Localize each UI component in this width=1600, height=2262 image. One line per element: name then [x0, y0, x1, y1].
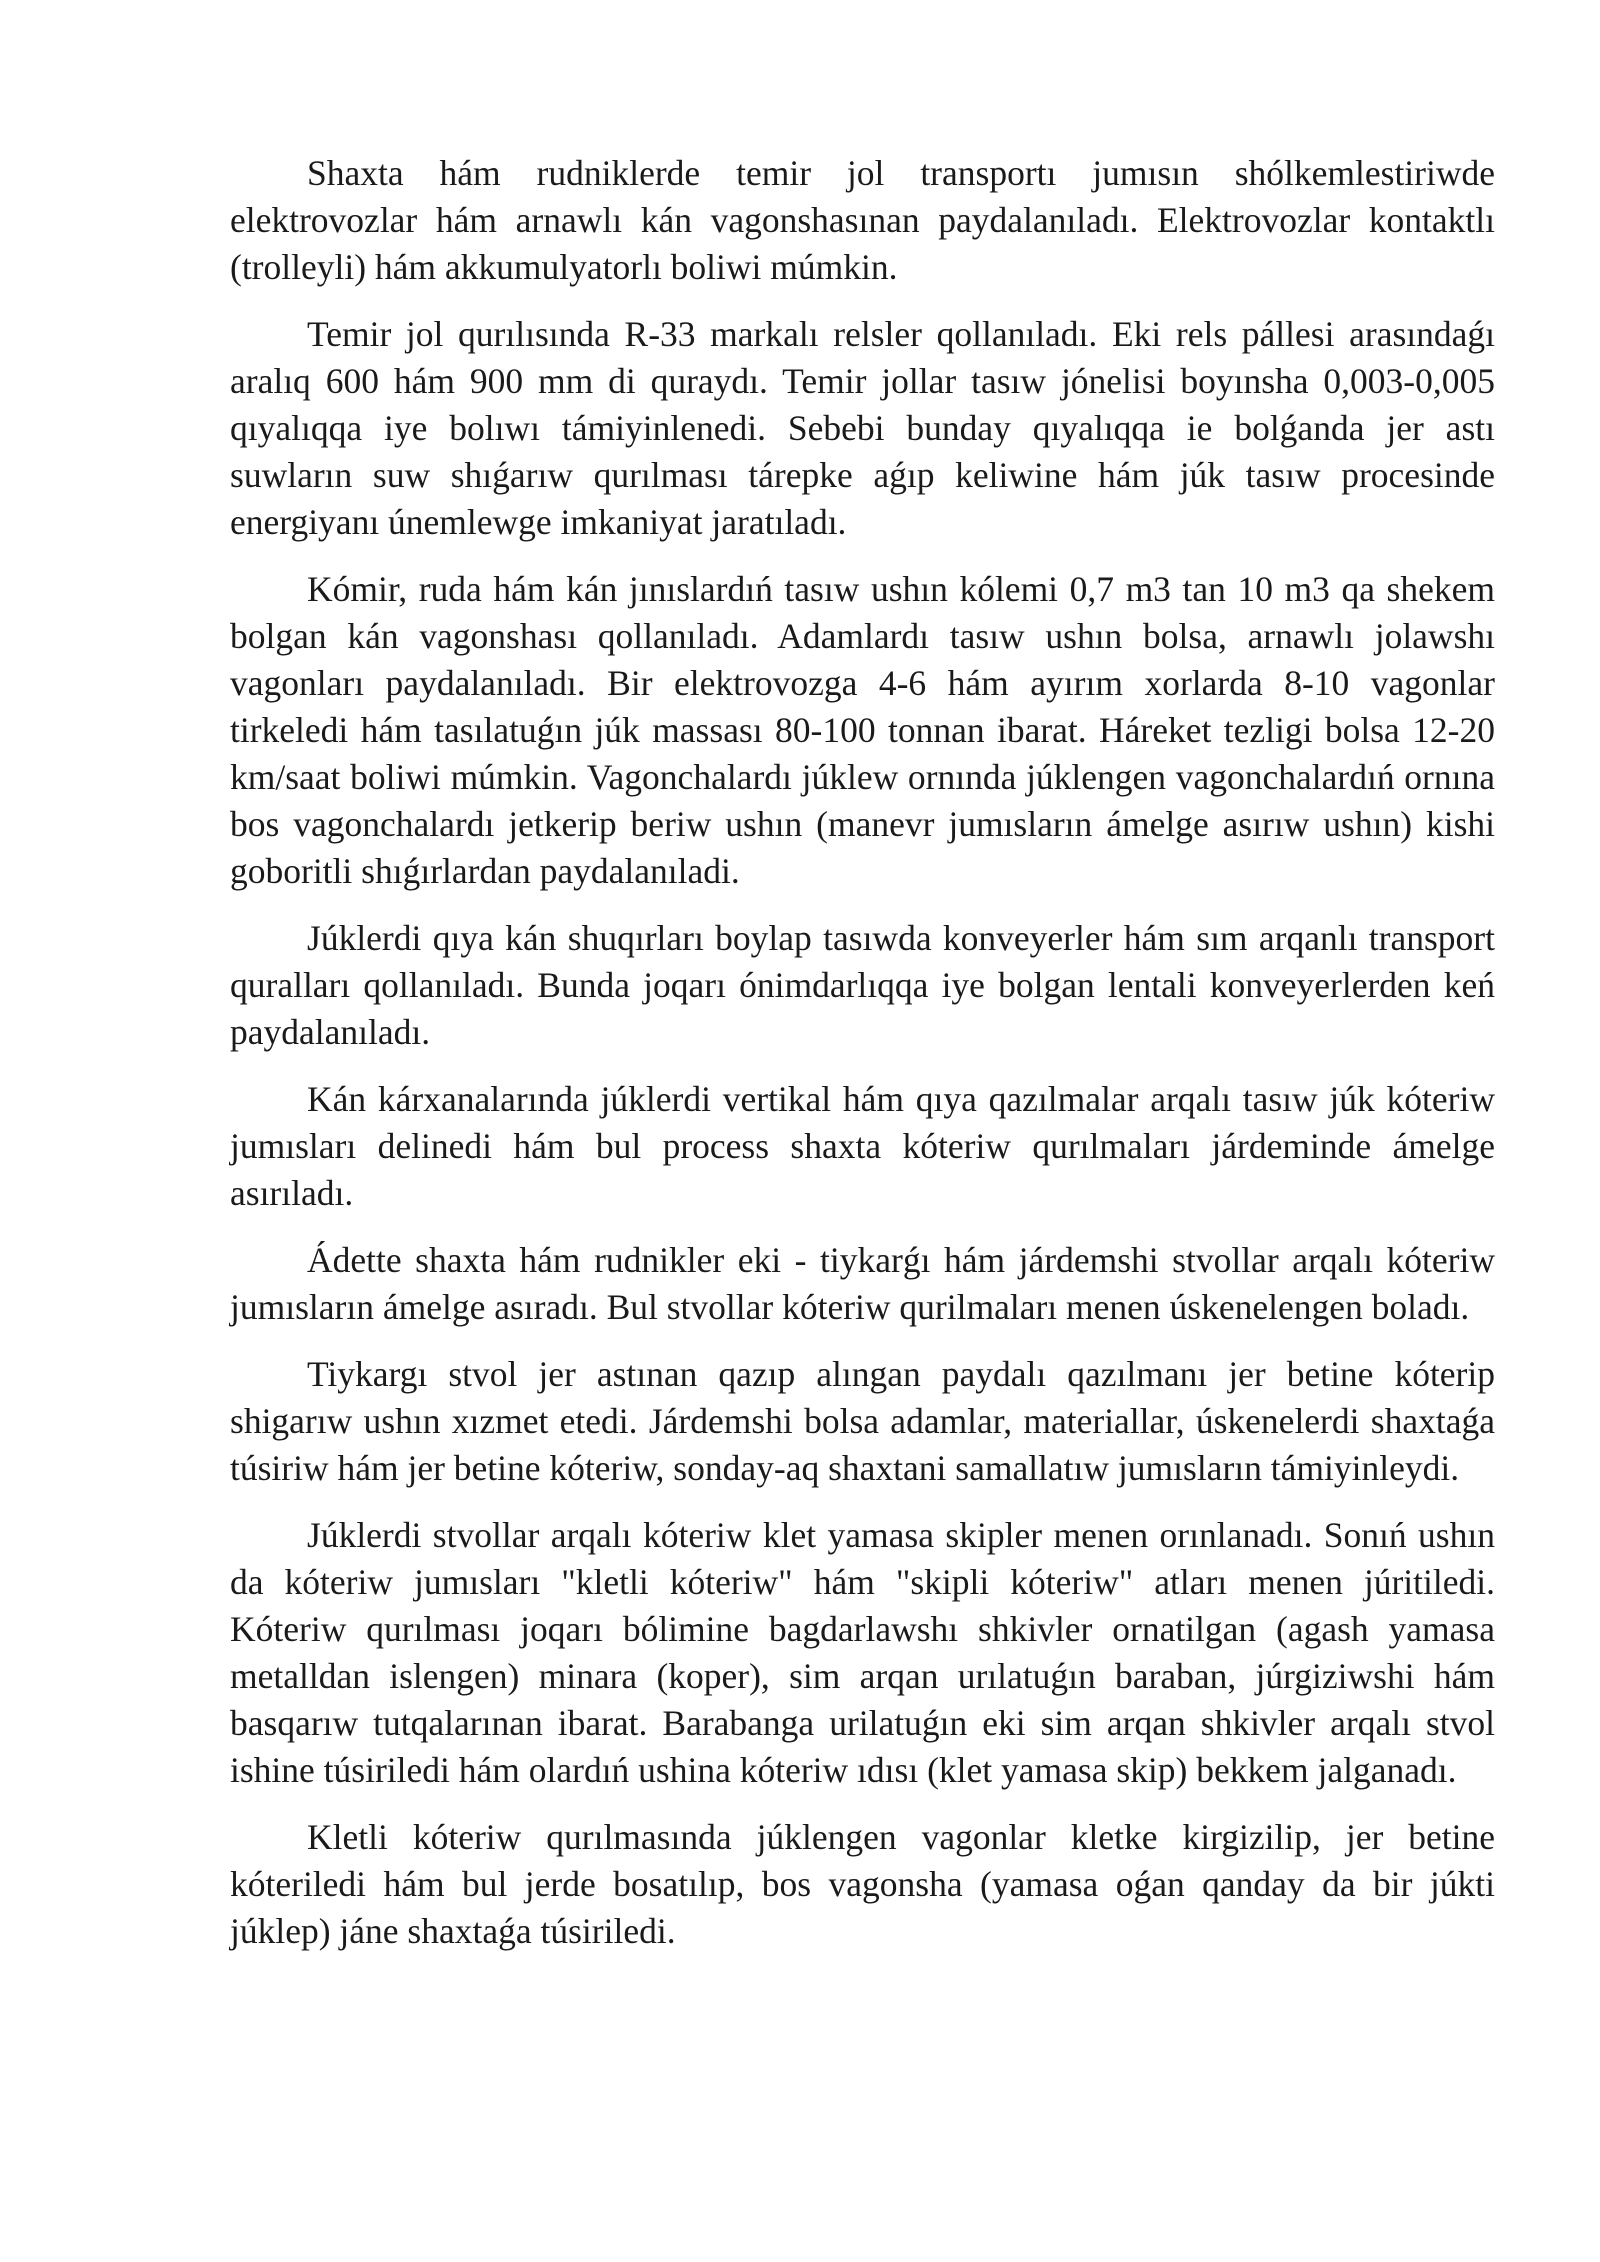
document-page [230, 150, 1495, 1975]
paragraph: Kán kárxanalarında júklerdi vertikal hám qıya qazılmalar arqalı tasıw júk kóteriw jumısları delinedi hám bul process shaxta kóteriw qurılmaları járdeminde ámelge asırıladı. [230, 1079, 1495, 1213]
paragraph: Júklerdi stvollar arqalı kóteriw klet yamasa skipler menen orınlanadı. Sonıń ushın da kóteriw jumısları "kletli kóteriw" hám "skipli kóteriw" atları menen júritiledi. Kóteriw qurılması joqarı bólimine bagdarlawshı shkivler ornatilgan (agash yamasa metalldan islengen) minara (koper), sim arqan urılatuǵın baraban, júrgiziwshi hám basqarıw tutqalarınan ibarat. Barabanga urilatuǵın eki sim arqan shkivler arqalı stvol ishine túsiriledi hám olardıń ushina kóteriw ıdısı (klet yamasa skip) bekkem jalganadı. [230, 1515, 1495, 1790]
paragraph: Tiykargı stvol jer astınan qazıp alıngan paydalı qazılmanı jer betine kóterip shigarıw ushın xızmet etedi. Járdemshi bolsa adamlar, materiallar, úskenelerdi shaxtaǵa túsiriw hám jer betine kóteriw, sonday-aq shaxtani samallatıw jumısların támiyinleydi. [230, 1354, 1495, 1488]
paragraph: Júklerdi qıya kán shuqırları boylap tasıwda konveyerler hám sım arqanlı transport quralları qollanıladı. Bunda joqarı ónimdarlıqqa iye bolgan lentali konveyerlerden keń paydalanıladı. [230, 918, 1495, 1052]
paragraph: Shaxta hám rudniklerde temir jol transportı jumısın shólkemlestiriwde elektrovozlar hám arnawlı kán vagonshasınan paydalanıladı. Elektrovozlar kontaktlı (trolleyli) hám akkumulyatorlı boliwi múmkin. [230, 153, 1495, 287]
paragraph: Ádette shaxta hám rudnikler eki - tiykarǵı hám járdemshi stvollar arqalı kóteriw jumısların ámelge asıradı. Bul stvollar kóteriw qurilmaları menen úskenelengen boladı. [230, 1240, 1495, 1327]
paragraph: Kletli kóteriw qurılmasında júklengen vagonlar kletke kirgizilip, jer betine kóteriledi hám bul jerde bosatılıp, bos vagonsha (yamasa oǵan qanday da bir júkti júklep) jáne shaxtaǵa túsiriledi. [230, 1817, 1495, 1951]
paragraph: Temir jol qurılısında R-33 markalı relsler qollanıladı. Eki rels pállesi arasındaǵı aralıq 600 hám 900 mm di quraydı. Temir jollar tasıw jónelisi boyınsha 0,003-0,005 qıyalıqqa iye bolıwı támiyinlenedi. Sebebi bunday qıyalıqqa ie bolǵanda jer astı suwların suw shıǵarıw qurılması tárepke aǵıp keliwine hám júk tasıw procesinde energiyanı únemlewge imkaniyat jaratıladı. [230, 314, 1495, 542]
paragraph: Kómir, ruda hám kán jınıslardıń tasıw ushın kólemi 0,7 m3 tan 10 m3 qa shekem bolgan kán vagonshası qollanıladı. Adamlardı tasıw ushın bolsa, arnawlı jolawshı vagonları paydalanıladı. Bir elektrovozga 4-6 hám ayırım xorlarda 8-10 vagonlar tirkeledi hám tasılatuǵın júk massası 80-100 tonnan ibarat. Háreket tezligi bolsa 12-20 km/saat boliwi múmkin. Vagonchalardı júklew ornında júklengen vagonchalardıń ornına bos vagonchalardı jetkerip beriw ushın (manevr jumısların ámelge asırıw ushın) kishi goboritli shıǵırlardan paydalanıladi. [230, 569, 1495, 891]
